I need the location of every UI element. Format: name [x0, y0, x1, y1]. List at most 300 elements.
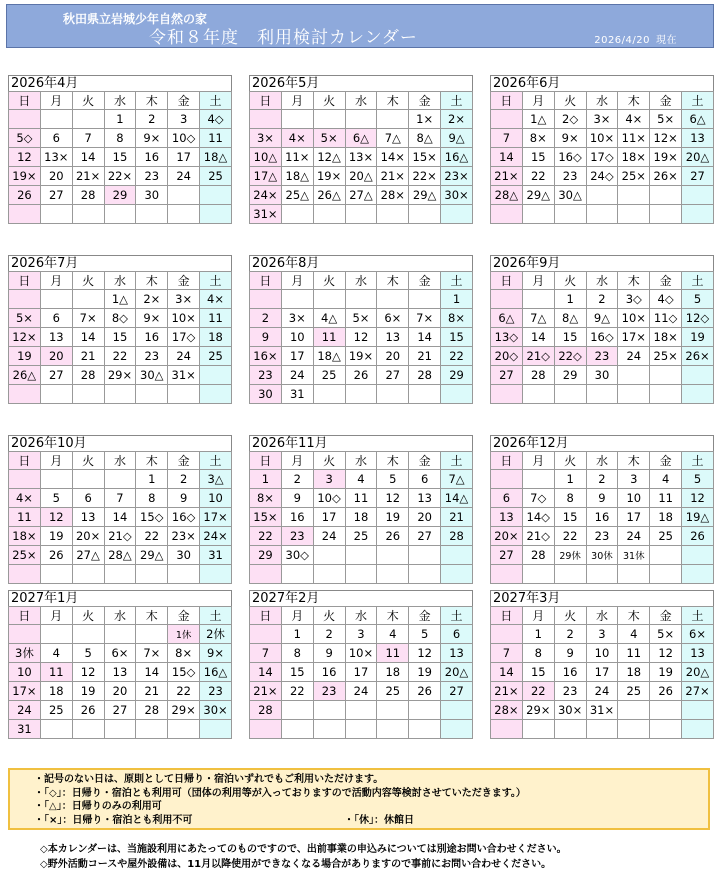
day-cell: 14 [522, 328, 554, 347]
day-cell: 15 [281, 663, 313, 682]
week-row [491, 720, 714, 739]
as-of-date-value: 2026/4/20 [594, 35, 650, 46]
weekday-header: 水 [104, 92, 136, 110]
day-cell: 3△ [200, 470, 232, 489]
weekday-header: 日 [250, 452, 282, 470]
weekday-header: 木 [377, 452, 409, 470]
day-cell: 16◇ [168, 508, 200, 527]
day-cell: 10◇ [168, 129, 200, 148]
week-row [9, 309, 232, 328]
empty-cell [168, 205, 200, 224]
empty-cell [650, 186, 682, 205]
day-cell: 18 [377, 663, 409, 682]
week-row [9, 489, 232, 508]
empty-cell [618, 366, 650, 385]
day-cell: 8 [281, 644, 313, 663]
empty-cell [200, 366, 232, 385]
day-cell: 22 [441, 347, 473, 366]
week-row [491, 290, 714, 309]
empty-cell [650, 701, 682, 720]
empty-cell [200, 720, 232, 739]
week-row [250, 470, 473, 489]
weekday-header: 火 [313, 452, 345, 470]
day-cell: 7 [250, 644, 282, 663]
day-cell: 24 [9, 701, 41, 720]
month-calendar [249, 435, 473, 584]
day-cell: 24 [168, 347, 200, 366]
empty-cell [200, 186, 232, 205]
weekday-header: 木 [377, 607, 409, 625]
day-cell: 3休 [9, 644, 41, 663]
day-cell: 8 [136, 489, 168, 508]
day-cell: 3× [168, 290, 200, 309]
day-cell: 28 [522, 546, 554, 565]
weekday-header: 木 [377, 272, 409, 290]
week-row [250, 328, 473, 347]
week-row [491, 167, 714, 186]
weekday-header: 火 [554, 92, 586, 110]
empty-cell [104, 470, 136, 489]
empty-cell [250, 625, 282, 644]
weekday-header: 木 [618, 272, 650, 290]
day-cell: 11 [377, 644, 409, 663]
day-cell: 21× [491, 167, 523, 186]
day-cell: 25× [650, 347, 682, 366]
day-cell: 26 [682, 527, 714, 546]
empty-cell [491, 720, 523, 739]
day-cell: 18 [650, 508, 682, 527]
day-cell: 8△ [554, 309, 586, 328]
weekday-header: 火 [72, 92, 104, 110]
day-cell: 26 [409, 682, 441, 701]
day-cell: 2 [250, 309, 282, 328]
day-cell: 9 [554, 644, 586, 663]
empty-cell [40, 470, 72, 489]
empty-cell [72, 205, 104, 224]
empty-cell [200, 565, 232, 584]
empty-cell [168, 186, 200, 205]
empty-cell [682, 366, 714, 385]
weekday-header: 火 [554, 272, 586, 290]
weekday-header: 木 [618, 452, 650, 470]
day-cell: 19 [377, 508, 409, 527]
day-cell: 14 [136, 663, 168, 682]
day-cell: 1 [554, 290, 586, 309]
empty-cell [377, 565, 409, 584]
day-cell: 4× [9, 489, 41, 508]
day-cell: 21 [409, 347, 441, 366]
empty-cell [250, 565, 282, 584]
day-cell: 5× [9, 309, 41, 328]
day-cell: 23 [136, 167, 168, 186]
month-title: 2027年2月 [249, 590, 473, 606]
day-cell: 30休 [586, 546, 618, 565]
day-cell: 7 [491, 129, 523, 148]
weekday-header: 月 [281, 452, 313, 470]
day-cell: 18× [650, 328, 682, 347]
day-cell: 3 [345, 625, 377, 644]
empty-cell [9, 470, 41, 489]
day-cell: 10× [168, 309, 200, 328]
day-cell: 11 [9, 508, 41, 527]
weekday-header: 日 [9, 607, 41, 625]
day-cell: 12◇ [682, 309, 714, 328]
day-cell: 20× [491, 527, 523, 546]
month-title: 2026年12月 [490, 435, 714, 451]
day-cell: 22 [250, 527, 282, 546]
day-cell: 12 [40, 508, 72, 527]
day-cell: 17 [313, 508, 345, 527]
empty-cell [9, 625, 41, 644]
empty-cell [491, 565, 523, 584]
empty-cell [104, 720, 136, 739]
day-cell: 22 [168, 682, 200, 701]
weekday-header: 土 [682, 272, 714, 290]
day-cell: 30 [168, 546, 200, 565]
day-cell: 20△ [345, 167, 377, 186]
week-row [250, 309, 473, 328]
day-cell: 5× [650, 625, 682, 644]
day-cell: 2 [168, 470, 200, 489]
day-cell: 26 [9, 186, 41, 205]
day-cell: 6 [40, 129, 72, 148]
day-cell: 15 [104, 148, 136, 167]
day-cell: 8 [554, 489, 586, 508]
day-cell: 27 [104, 701, 136, 720]
day-cell: 23 [313, 682, 345, 701]
day-cell: 29休 [554, 546, 586, 565]
day-cell: 15◇ [168, 663, 200, 682]
day-cell: 12 [650, 644, 682, 663]
week-row [250, 129, 473, 148]
week-row [9, 470, 232, 489]
empty-cell [136, 205, 168, 224]
empty-cell [650, 546, 682, 565]
day-cell: 7 [72, 129, 104, 148]
day-cell: 14 [104, 508, 136, 527]
day-cell: 27 [441, 682, 473, 701]
week-row [9, 148, 232, 167]
weekday-header: 木 [618, 92, 650, 110]
week-row [9, 663, 232, 682]
empty-cell [72, 290, 104, 309]
day-cell: 8 [522, 644, 554, 663]
month-calendar [490, 435, 714, 584]
empty-cell [491, 470, 523, 489]
day-cell: 25 [40, 701, 72, 720]
weekday-header: 金 [650, 272, 682, 290]
day-cell: 4 [377, 625, 409, 644]
week-row [491, 186, 714, 205]
day-cell: 16 [313, 663, 345, 682]
day-cell: 4◇ [200, 110, 232, 129]
day-cell: 23× [441, 167, 473, 186]
day-cell: 3◇ [618, 290, 650, 309]
day-cell: 9 [168, 489, 200, 508]
day-cell: 26× [650, 167, 682, 186]
empty-cell [313, 546, 345, 565]
day-cell: 7△ [377, 129, 409, 148]
empty-cell [491, 385, 523, 404]
weekday-header: 金 [168, 452, 200, 470]
day-cell: 28 [72, 186, 104, 205]
day-cell: 19 [650, 663, 682, 682]
empty-cell [136, 625, 168, 644]
day-cell: 5 [40, 489, 72, 508]
day-cell: 21× [491, 682, 523, 701]
day-cell: 20 [40, 167, 72, 186]
day-cell: 16 [281, 508, 313, 527]
day-cell: 6 [72, 489, 104, 508]
weekday-header: 日 [9, 452, 41, 470]
day-cell: 13 [40, 328, 72, 347]
empty-cell [586, 205, 618, 224]
empty-cell [72, 385, 104, 404]
day-cell: 31× [250, 205, 282, 224]
weekday-header: 水 [345, 607, 377, 625]
weekday-header: 月 [281, 92, 313, 110]
empty-cell [281, 701, 313, 720]
empty-cell [491, 205, 523, 224]
month-calendar [8, 75, 232, 224]
empty-cell [313, 205, 345, 224]
day-cell: 2 [586, 290, 618, 309]
week-row [491, 489, 714, 508]
day-cell: 4 [650, 470, 682, 489]
day-cell: 30△ [136, 366, 168, 385]
week-row [9, 720, 232, 739]
day-cell: 22 [554, 527, 586, 546]
week-row [250, 546, 473, 565]
week-row [491, 148, 714, 167]
day-cell: 7△ [441, 470, 473, 489]
empty-cell [9, 205, 41, 224]
day-cell: 23× [168, 527, 200, 546]
day-cell: 25× [9, 546, 41, 565]
empty-cell [586, 385, 618, 404]
week-row [491, 663, 714, 682]
weekday-header: 土 [682, 92, 714, 110]
day-cell: 10◇ [313, 489, 345, 508]
day-cell: 20 [40, 347, 72, 366]
day-cell: 19× [9, 167, 41, 186]
empty-cell [40, 290, 72, 309]
day-cell: 28 [136, 701, 168, 720]
day-cell: 26△ [313, 186, 345, 205]
day-cell: 27△ [72, 546, 104, 565]
empty-cell [522, 470, 554, 489]
day-cell: 1 [104, 110, 136, 129]
day-cell: 6△ [491, 309, 523, 328]
weekday-header: 月 [40, 452, 72, 470]
weekday-header: 月 [281, 607, 313, 625]
week-row [9, 565, 232, 584]
weekday-header: 土 [441, 607, 473, 625]
empty-cell [200, 385, 232, 404]
month-calendar [249, 590, 473, 739]
day-cell: 26 [40, 546, 72, 565]
day-cell: 18× [9, 527, 41, 546]
day-cell: 2休 [200, 625, 232, 644]
month-calendar [490, 590, 714, 739]
day-cell: 4◇ [650, 290, 682, 309]
empty-cell [345, 205, 377, 224]
week-row [9, 186, 232, 205]
day-cell: 12 [72, 663, 104, 682]
empty-cell [491, 625, 523, 644]
weekday-header: 月 [281, 272, 313, 290]
day-cell: 18 [345, 508, 377, 527]
week-row [250, 644, 473, 663]
day-cell: 30◇ [281, 546, 313, 565]
day-cell: 22 [136, 527, 168, 546]
day-cell: 26 [650, 682, 682, 701]
day-cell: 15 [441, 328, 473, 347]
week-row [250, 205, 473, 224]
day-cell: 22× [104, 167, 136, 186]
weekday-header: 月 [40, 92, 72, 110]
empty-cell [522, 205, 554, 224]
day-cell: 6 [409, 470, 441, 489]
week-row [250, 186, 473, 205]
day-cell: 13 [682, 644, 714, 663]
day-cell: 8× [168, 644, 200, 663]
calendar-grid [8, 75, 714, 755]
day-cell: 14 [72, 148, 104, 167]
month-title: 2026年9月 [490, 255, 714, 271]
day-cell: 12 [345, 328, 377, 347]
day-cell: 20 [377, 347, 409, 366]
day-cell: 30× [200, 701, 232, 720]
empty-cell [441, 205, 473, 224]
week-row [250, 167, 473, 186]
weekday-header: 水 [586, 92, 618, 110]
day-cell: 27 [40, 186, 72, 205]
day-cell: 30× [441, 186, 473, 205]
day-cell: 7× [136, 644, 168, 663]
weekday-header: 水 [104, 607, 136, 625]
day-cell: 17 [618, 508, 650, 527]
day-cell: 17 [281, 347, 313, 366]
day-cell: 11× [281, 148, 313, 167]
week-row [491, 701, 714, 720]
day-cell: 10 [586, 644, 618, 663]
empty-cell [345, 290, 377, 309]
day-cell: 14 [72, 328, 104, 347]
weekday-header: 金 [168, 607, 200, 625]
empty-cell [104, 625, 136, 644]
day-cell: 2 [313, 625, 345, 644]
day-cell: 25 [200, 347, 232, 366]
empty-cell [313, 720, 345, 739]
month-calendar [8, 435, 232, 584]
empty-cell [72, 625, 104, 644]
day-cell: 4△ [313, 309, 345, 328]
day-cell: 9△ [441, 129, 473, 148]
day-cell: 27△ [345, 186, 377, 205]
month-title: 2026年11月 [249, 435, 473, 451]
empty-cell [40, 205, 72, 224]
week-row [9, 167, 232, 186]
empty-cell [682, 385, 714, 404]
empty-cell [441, 565, 473, 584]
day-cell: 17× [200, 508, 232, 527]
empty-cell [136, 720, 168, 739]
empty-cell [409, 701, 441, 720]
empty-cell [345, 110, 377, 129]
day-cell: 31× [586, 701, 618, 720]
day-cell: 16 [136, 148, 168, 167]
week-row [491, 625, 714, 644]
empty-cell [72, 720, 104, 739]
empty-cell [441, 546, 473, 565]
empty-cell [9, 565, 41, 584]
day-cell: 19△ [682, 508, 714, 527]
week-row [491, 366, 714, 385]
day-cell: 9× [136, 309, 168, 328]
weekday-header: 金 [409, 272, 441, 290]
day-cell: 28× [377, 186, 409, 205]
day-cell: 28× [491, 701, 523, 720]
empty-cell [491, 290, 523, 309]
day-cell: 7× [72, 309, 104, 328]
weekday-header: 火 [313, 607, 345, 625]
day-cell: 21× [72, 167, 104, 186]
as-of-date [594, 31, 677, 46]
empty-cell [72, 470, 104, 489]
month-calendar [249, 75, 473, 224]
day-cell: 28 [441, 527, 473, 546]
weekday-header: 金 [168, 92, 200, 110]
day-cell: 23 [554, 682, 586, 701]
day-cell: 24× [200, 527, 232, 546]
day-cell: 24 [168, 167, 200, 186]
day-cell: 25 [200, 167, 232, 186]
day-cell: 25△ [281, 186, 313, 205]
day-cell: 16◇ [554, 148, 586, 167]
empty-cell [650, 565, 682, 584]
empty-cell [250, 290, 282, 309]
week-row [9, 508, 232, 527]
day-cell: 1 [522, 625, 554, 644]
day-cell: 20△ [682, 663, 714, 682]
day-cell: 20◇ [491, 347, 523, 366]
day-cell: 1 [554, 470, 586, 489]
day-cell: 9 [586, 489, 618, 508]
weekday-header: 金 [650, 607, 682, 625]
day-cell: 31休 [618, 546, 650, 565]
day-cell: 24 [618, 347, 650, 366]
week-row [491, 328, 714, 347]
empty-cell [281, 110, 313, 129]
day-cell: 19× [650, 148, 682, 167]
month-title: 2026年10月 [8, 435, 232, 451]
day-cell: 26△ [9, 366, 41, 385]
footer-line: ◇本カレンダーは、当施設利用にあたってのものですので、出前事業の申込みについては別途お問い合わせください。 [40, 844, 567, 855]
day-cell: 29△ [522, 186, 554, 205]
day-cell: 20× [72, 527, 104, 546]
day-cell: 21◇ [104, 527, 136, 546]
weekday-header: 水 [345, 92, 377, 110]
note-line: ・「△」：日帰りのみの利用可 [34, 801, 162, 812]
empty-cell [377, 110, 409, 129]
day-cell: 9 [313, 644, 345, 663]
day-cell: 19× [313, 167, 345, 186]
day-cell: 27 [491, 546, 523, 565]
day-cell: 9× [200, 644, 232, 663]
empty-cell [168, 720, 200, 739]
day-cell: 22× [409, 167, 441, 186]
